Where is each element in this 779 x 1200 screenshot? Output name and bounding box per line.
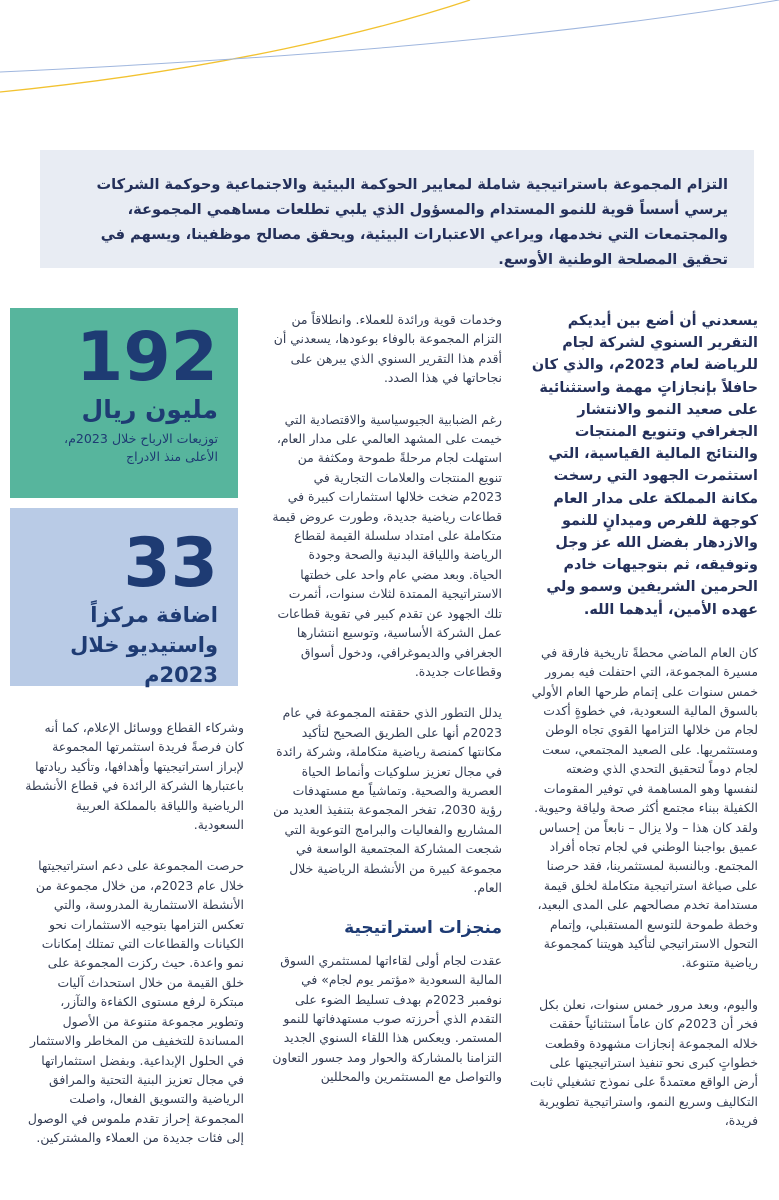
decorative-curves — [0, 0, 779, 110]
left-column — [22, 718, 244, 1170]
paragraph: كان العام الماضي محطةً تاريخية فارقة في مسيرة المجموعة، التي احتفلت فيه بمرور خمس سنوات على إتمام طرحها العام الأولي بالسوق المالية السعودية، في خطوةٍ أكدت لجام من خلالها التزامها القوي تجاه الوطن ومستثمريها. على الصعيد المجتمعي، سعت لجام دوماً لتحقيق التحدي الذي وضعته لنفسها وهو المساهمة في توفير المقومات الكفيلة ببناء مجتمع أكثر صحة ولياقة وحيوية. ولقد كان هذا – ولا يزال – نابعاً من إحساس عميق بواجبنا الوطني في لجام تجاه أفراد المجتمع. وبالنسبة لمستثمرينا، فقد حرصنا على صياغة استراتيجية متكاملة لخلق قيمة مستدامة تخدم مصالحهم على المدى البعيد، وخطة طموحة للتوسع المستقبلي، وإتمام التحول الاستراتيجي لتأكيد هويتنا كمجموعة رياضية متنوعة. — [531, 644, 758, 971]
stat-unit: مليون ريال — [81, 395, 218, 424]
stat-number: 192 — [76, 318, 218, 397]
intro-text: التزام المجموعة باستراتيجية شاملة لمعايير الحوكمة البيئية والاجتماعية وحوكمة الشركات يرسي أسساً قوية للنمو المستدام والمسؤول الذي يلبي تطلعات مساهمي المجموعة، والمجتمعات التي نخدمها، ويراعي الاعتبارات البيئية، ويحقق مصالح موظفينا، ويسهم في تحقيق المصلحة الوطنية الأوسع. — [96, 176, 728, 268]
paragraph: عقدت لجام أولى لقاءاتها لمستثمري السوق المالية السعودية «مؤتمر يوم لجام» في نوفمبر 2023م بهدف تسليط الضوء على التقدم الذي أحرزته صوب مستهدفاتها للنمو المستمر. ويعكس هذا اللقاء السنوي الجديد التزامنا بالمشاركة والحوار ومد جسور التعاون والتواصل مع المستثمرين والمحللين — [272, 952, 502, 1085]
paragraph: حرصت المجموعة على دعم استراتيجيتها خلال عام 2023م، من خلال مجموعة من الأنشطة الاستثمارية المدروسة، والتي تعكس التزامها بتوجيه الاستثمارات نحو الكيانات والقطاعات التي تمتلك إمكانات نمو واعدة. حيث ركزت المجموعة على خلق القيمة من خلال استحداث آليات مبتكرة لرفع مستوى الكفاءة والتآزر، وتطوير مجموعة متنوعة من الأصول المساندة للتخفيف من المخاطر والاستثمار في الحلول الإبداعية. وبفضل استثماراتها في مجال تعزيز البنية التحتية والمرافق الرياضية والتسويق الفعال، واصلت المجموعة إحراز تقدم ملموس في الوصول إلى فئات جديدة من العملاء والمشتركين. — [27, 858, 244, 1146]
paragraph: رغم الضبابية الجيوسياسية والاقتصادية التي خيمت على المشهد العالمي على مدار العام، استهلت لجام مرحلةً طموحة ومكثفة من تنويع المنتجات والعلامات التجارية في 2023م ضخت خلالها استثمارات كبيرة في قطاعات رياضية جديدة، وطورت عروض قيمة متكاملة على امتداد سلسلة القيمة لقطاع الرياضة واللياقة البدنية والصحة وجودة الحياة. وبعد مضي عام واحد على خطتها الاستراتيجية الممتدة لثلاث سنوات، أثمرت تلك الجهود عن تقدم كبير في تقوية قطاعات عمل الشركة الأساسية، وتوسيع انتشارها الجغرافي والديموغرافي، ودخول أسواق وقطاعات جديدة. — [272, 411, 502, 679]
intro-banner — [40, 150, 754, 268]
paragraph: وخدمات قوية ورائدة للعملاء. وانطلاقاً من التزام المجموعة بالوفاء بوعودها، يسعدني أن أقدم هذا التقرير السنوي الذي يبرهن على نجاحاتها في هذا الصدد. — [273, 312, 502, 386]
right-column — [528, 310, 758, 1153]
stat-unit: اضافة مركزاً واستيديو خلال 2023م — [70, 603, 218, 687]
middle-column — [272, 310, 502, 1109]
paragraph: وشركاء القطاع ووسائل الإعلام، كما أنه كان فرصةً فريدة استثمرتها المجموعة لإبراز استراتيجيتها وأهدافها، وتأكيد ريادتها باعتبارها الشركة الرائدة في قطاع الأنشطة الرياضية واللياقة بالمملكة العربية السعودية. — [25, 720, 244, 833]
section-heading: منجزات استراتيجية — [344, 918, 502, 939]
stat-description: توزيعات الارباح خلال 2023م، الأعلى منذ الادراج — [64, 431, 218, 464]
stat-card-dividends — [10, 308, 238, 498]
stat-number: 33 — [123, 524, 218, 603]
paragraph: يدلل التطور الذي حققته المجموعة في عام 2023م أنها على الطريق الصحيح لتأكيد مكانتها كمنصة رياضية متكاملة، وشركة رائدة في مجال تعزيز سلوكيات وأنماط الحياة العصرية والصحية. وتماشياً مع مستهدفات رؤية 2030، تفخر المجموعة بتنفيذ العديد من المشاريع والفعاليات والبرامج التوعوية التي شجعت المشاركة المجتمعية الواسعة في مجموعة كبيرة من الأنشطة الرياضية خلال العام. — [273, 705, 502, 895]
blue-curve — [0, 0, 779, 72]
lead-paragraph: يسعدني أن أضع بين أيديكم التقرير السنوي لشركة لجام للرياضة لعام 2023م، والذي كان حافلاً بإنجازاتٍ مهمة واستثنائية على صعيد النمو والانتشار الجغرافي وتنويع المنتجات والنتائج المالية القياسية، التي استثمرت الجهود التي رسخت مكانة المملكة على مدار العام كوجهة للفرص وميدانٍ للنمو والازدهار بفضل الله عز وجل وتوفيقه، ثم بتوجيهات خادم الحرمين الشريفين وسمو ولي عهده الأمين، أيدهما الله. — [531, 313, 758, 618]
paragraph: واليوم، وبعد مرور خمس سنوات، نعلن بكل فخر أن 2023م كان عاماً استثنائياً حققت خلاله المجموعة إنجازات مشهودة وقطعت خطواتٍ كبرى نحو تنفيذ استراتيجيتها على أرض الواقع معتمدةً على نموذج تشغيلي ثابت التكاليف وسريع النمو، واستراتيجية تطويرية فريدة، — [530, 996, 758, 1129]
stat-card-centers — [10, 508, 238, 686]
